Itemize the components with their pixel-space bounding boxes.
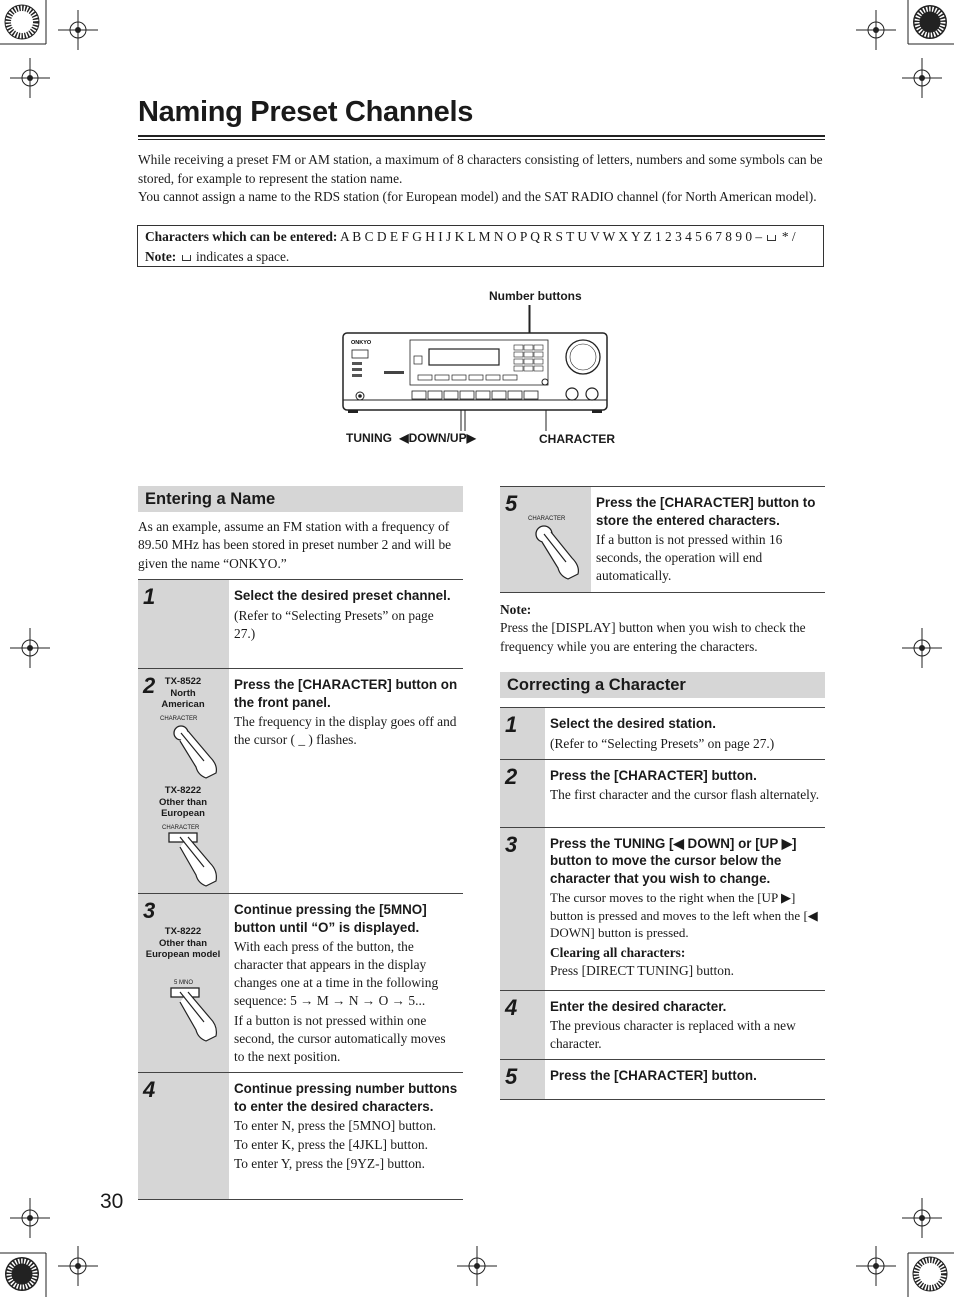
step-number: 5 (505, 491, 518, 516)
note-label: Note: (500, 602, 532, 617)
characters-box (137, 225, 824, 267)
step-number-cell (500, 827, 545, 990)
step-row (138, 669, 463, 894)
model-label-north-american: TX-8522 North American (161, 676, 205, 710)
step-number: 2 (143, 673, 156, 698)
step-text: (Refer to “Selecting Presets” on page 27.) (550, 735, 775, 751)
intro-text (138, 151, 828, 207)
step-heading: Press the TUNING [◀ DOWN] or [UP ▶] button to move the cursor below the character that you wish to change. (550, 835, 797, 886)
brand-logo: ONKYO (351, 340, 372, 346)
step-number-cell (500, 990, 545, 1060)
model-label-other-than-european: TX-8222 Other than European (158, 785, 208, 819)
step-heading: Press the [CHARACTER] button. (550, 1068, 757, 1083)
characters-line (145, 227, 816, 247)
step-heading: Enter the desired character. (550, 998, 727, 1014)
step-body (545, 827, 825, 990)
step-number: 2 (505, 763, 518, 789)
step-line: To enter N, press the [5MNO] button. (234, 1118, 437, 1133)
space-symbol-icon (767, 235, 776, 241)
step-row (138, 580, 463, 669)
intro-paragraph-1: While receiving a preset FM or AM station, a maximum of 8 characters consisting of letters, numbers and some symbols can be stored, for example to represent the station name. (138, 152, 823, 186)
5mno-button-caption: 5 MNO (174, 980, 194, 986)
character-button-caption: CHARACTER (160, 716, 198, 722)
tuning-label-text: TUNING (346, 431, 392, 445)
number-buttons-label: Number buttons (489, 289, 582, 303)
page-title: Naming Preset Channels (138, 96, 474, 128)
step-number-cell (138, 669, 229, 894)
characters-value: A B C D E F G H I J K L M N O P Q R S T U V W X Y Z 1 2 3 4 5 6 7 8 9 0 – (340, 229, 763, 244)
step-text: (Refer to “Selecting Presets” on page 27.) (234, 607, 434, 641)
space-note-line (145, 247, 816, 267)
step-row (500, 827, 825, 990)
note-block (500, 601, 826, 656)
step-body (229, 1073, 463, 1200)
step-text: The previous character is replaced with a new character. (550, 1018, 796, 1051)
press-5mno-button-hand-icon (166, 984, 226, 1042)
step-number-cell (138, 1073, 229, 1200)
step-body (229, 669, 463, 894)
store-step-table (500, 486, 825, 593)
step-body (591, 487, 825, 593)
step-heading: Continue pressing number buttons to enter the desired characters. (234, 1081, 458, 1114)
step-number: 1 (143, 584, 156, 609)
entering-steps-table (138, 579, 463, 1200)
space-symbol-icon (182, 255, 191, 261)
step-body (229, 894, 463, 1073)
correcting-steps-table (500, 707, 825, 1100)
page-number: 30 (100, 1190, 124, 1213)
step-body (545, 1060, 825, 1100)
left-arrow-icon: ◀ (399, 431, 409, 445)
step-heading: Select the desired station. (550, 716, 716, 731)
step-heading: Select the desired preset channel. (234, 588, 451, 603)
step-text: The first character and the cursor flash alternately. (550, 787, 820, 802)
receiver-front-panel-illustration (340, 300, 612, 435)
press-character-button-hand-icon (528, 520, 588, 580)
step-row (138, 1073, 463, 1200)
model-label-other-than-european-model: TX-8222 Other than European model (145, 926, 221, 960)
step-row (500, 1060, 825, 1100)
step-body (229, 580, 463, 669)
step-text: The frequency in the display goes off and the cursor ( _ ) flashes. (234, 714, 457, 747)
correcting-character-heading: Correcting a Character (500, 672, 825, 698)
step-number: 1 (505, 712, 518, 737)
entering-name-intro: As an example, assume an FM station with a frequency of 89.50 MHz has been stored in preset number 2 and will be given the name “ONKYO.” (138, 519, 452, 571)
step-text: The cursor moves to the right when the [UP ▶] button is pressed and moves to the left when the [◀ DOWN] button is pressed. (550, 890, 818, 940)
step-number: 4 (505, 994, 518, 1020)
downup-label: DOWN/UP (408, 431, 467, 445)
space-note-label: Note: (145, 248, 177, 264)
character-button-caption: CHARACTER (162, 825, 200, 831)
step-line: To enter K, press the [4JKL] button. (234, 1137, 428, 1152)
step-number: 5 (505, 1064, 518, 1089)
step-heading: Press the [CHARACTER] button on the front panel. (234, 677, 458, 710)
press-character-button-hand-icon (166, 721, 226, 779)
step-number-cell (500, 759, 545, 827)
step-text: If a button is not pressed within 16 seconds, the operation will end automatically. (596, 532, 783, 583)
title-rule (138, 135, 825, 137)
right-arrow-icon: ▶ (466, 431, 476, 445)
step-row (500, 759, 825, 827)
step-heading: Press the [CHARACTER] button. (550, 767, 757, 783)
step-heading: Press the [CHARACTER] button to store the entered characters. (596, 495, 816, 528)
characters-label: Characters which can be entered: (145, 229, 338, 244)
note-text: Press the [DISPLAY] button when you wish to check the frequency while you are entering the characters. (500, 620, 806, 654)
step-row (138, 894, 463, 1073)
step-heading: Continue pressing the [5MNO] button until “O” is displayed. (234, 902, 427, 935)
step-number: 3 (143, 898, 156, 923)
entering-name-heading: Entering a Name (138, 486, 463, 512)
step-line: To enter Y, press the [9YZ-] button. (234, 1156, 425, 1171)
character-label: CHARACTER (539, 432, 615, 446)
step-number-cell (500, 487, 591, 593)
step-number-cell (138, 580, 229, 669)
step-number: 3 (505, 831, 518, 857)
character-button-caption: CHARACTER (528, 516, 566, 522)
step-body (545, 759, 825, 827)
step-number: 4 (143, 1077, 156, 1102)
characters-tail: * / (781, 229, 796, 244)
step-number-cell (500, 708, 545, 760)
intro-paragraph-2: You cannot assign a name to the RDS station (for European model) and the SAT RADIO channel (for North American model). (138, 189, 817, 204)
step-number-cell (500, 1060, 545, 1100)
step-row (500, 487, 825, 593)
step-body (545, 708, 825, 760)
step-text: With each press of the button, the character that appears in the display changes one at a time in the following sequence: 5 → M → N → O → 5... (234, 939, 439, 1008)
step-number-cell (138, 894, 229, 1073)
clearing-text: Press [DIRECT TUNING] button. (550, 962, 734, 978)
step-body (545, 990, 825, 1060)
press-character-button-hand-icon (166, 829, 226, 887)
title-rule-thin (138, 139, 825, 140)
step-row (500, 708, 825, 760)
step-text-2: If a button is not pressed within one second, the cursor automatically moves to the next position. (234, 1013, 446, 1064)
step-row (500, 990, 825, 1060)
clearing-label: Clearing all characters: (550, 944, 686, 960)
space-note-text: indicates a space. (195, 248, 290, 264)
